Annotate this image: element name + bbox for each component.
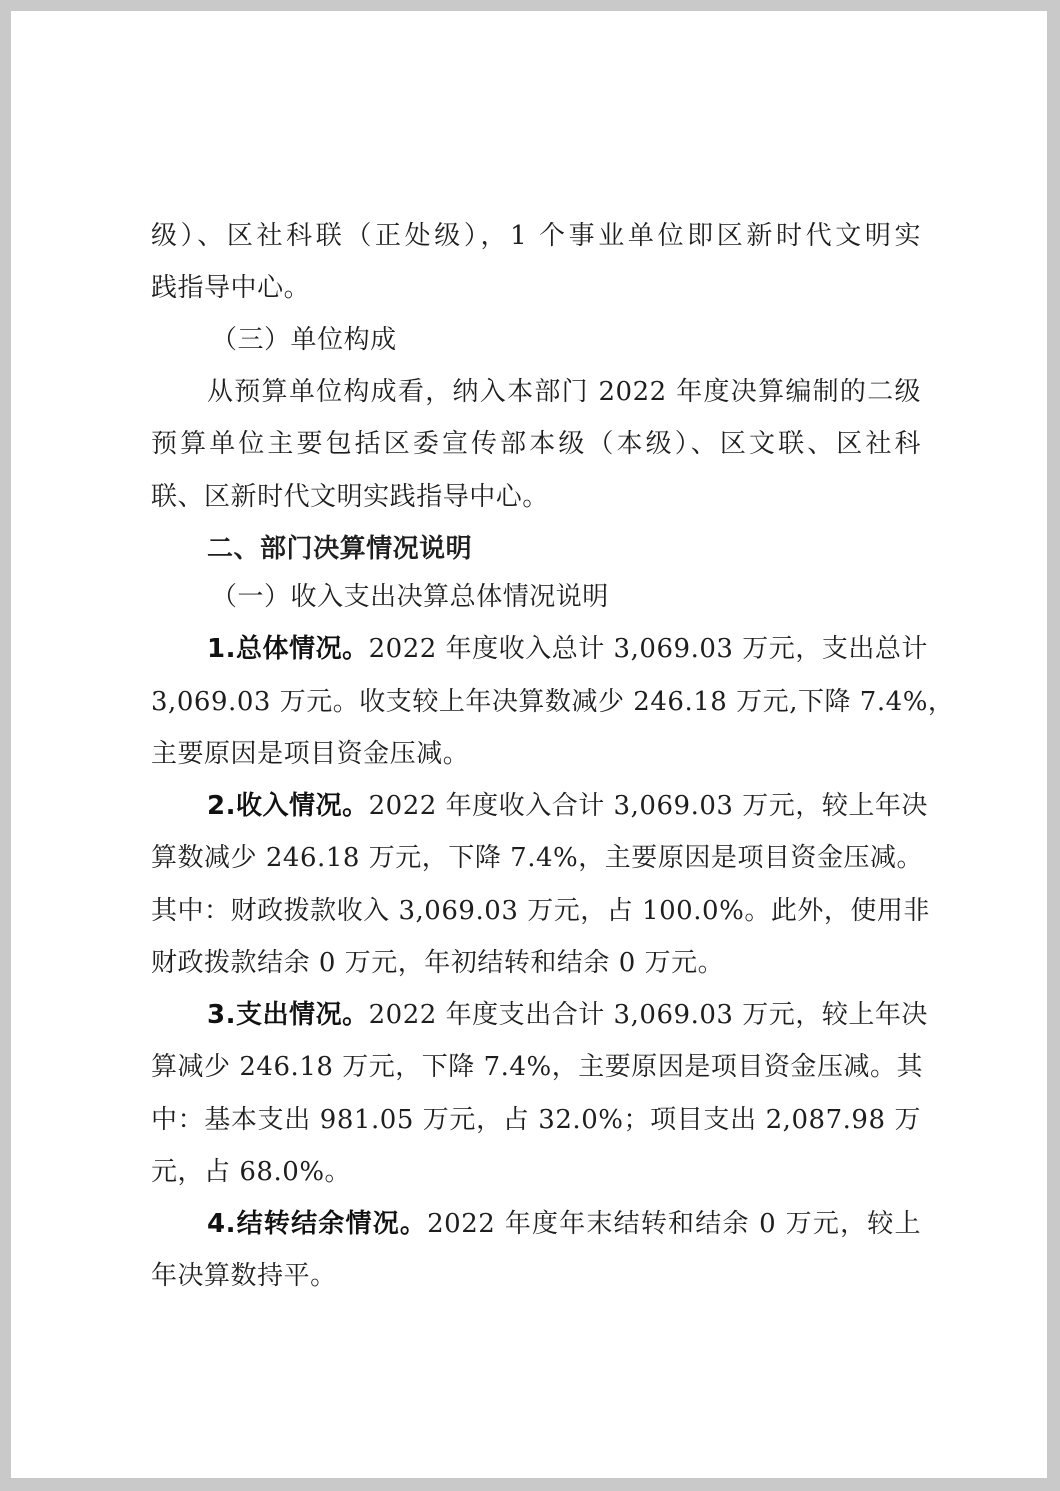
paragraph-line — [151, 838, 924, 878]
paragraph-line — [151, 268, 921, 308]
paragraph-line — [151, 1256, 921, 1296]
line-text: 中：基本支出 981.05 万元，占 32.0%；项目支出 2,087.98 万 — [151, 1105, 921, 1135]
paragraph-line — [151, 424, 921, 464]
line-text: 2022 年度收入合计 3,069.03 万元，较上年决 — [368, 791, 928, 821]
line-text: 主要原因是项目资金压减。 — [151, 739, 470, 769]
line-text: 践指导中心。 — [151, 273, 311, 303]
paragraph-lead: 3.支出情况。 — [207, 1000, 369, 1030]
line-text: 预算单位主要包括区委宣传部本级（本级）、区文联、区社科 — [151, 429, 921, 459]
paragraph-line — [151, 1047, 924, 1087]
line-text: 元，占 68.0%。 — [151, 1157, 352, 1187]
heading-text: （三）单位构成 — [211, 325, 397, 355]
line-text: 2022 年度年末结转和结余 0 万元，较上 — [427, 1209, 921, 1239]
paragraph-line — [151, 786, 928, 826]
document-page — [11, 11, 1047, 1478]
paragraph-line — [151, 891, 930, 931]
paragraph-line — [151, 995, 928, 1035]
paragraph-line — [151, 629, 928, 669]
paragraph-lead: 2.收入情况。 — [207, 791, 369, 821]
paragraph-line — [151, 1100, 921, 1140]
line-text: 2022 年度支出合计 3,069.03 万元，较上年决 — [368, 1000, 928, 1030]
paragraph-line — [151, 477, 921, 517]
paragraph-lead: 4.结转结余情况。 — [207, 1209, 428, 1239]
line-text: 联、区新时代文明实践指导中心。 — [151, 482, 549, 512]
line-text: 算减少 246.18 万元，下降 7.4%，主要原因是项目资金压减。其 — [151, 1052, 924, 1082]
heading-text: （一）收入支出决算总体情况说明 — [211, 582, 609, 612]
section-heading — [151, 577, 921, 617]
paragraph-line — [151, 1204, 921, 1244]
heading-text: 二、部门决算情况说明 — [207, 534, 473, 564]
paragraph-line — [151, 1152, 921, 1192]
paragraph-line — [151, 682, 955, 722]
line-text: 其中：财政拨款收入 3,069.03 万元，占 100.0%。此外，使用非 — [151, 896, 930, 926]
line-text: 财政拨款结余 0 万元，年初结转和结余 0 万元。 — [151, 948, 725, 978]
line-text: 级）、区社科联（正处级），1 个事业单位即区新时代文明实 — [151, 221, 921, 251]
line-text: 2022 年度收入总计 3,069.03 万元，支出总计 — [368, 634, 928, 664]
line-text: 从预算单位构成看，纳入本部门 2022 年度决算编制的二级 — [207, 377, 921, 407]
paragraph-line — [151, 216, 921, 256]
section-heading — [151, 320, 921, 360]
paragraph-line — [151, 372, 921, 412]
chapter-heading — [151, 529, 921, 569]
line-text: 3,069.03 万元。收支较上年决算数减少 246.18 万元,下降 7.4%， — [151, 687, 955, 717]
line-text: 算数减少 246.18 万元，下降 7.4%，主要原因是项目资金压减。 — [151, 843, 924, 873]
paragraph-line — [151, 734, 921, 774]
paragraph-lead: 1.总体情况。 — [207, 634, 369, 664]
paragraph-line — [151, 943, 921, 983]
line-text: 年决算数持平。 — [151, 1261, 337, 1291]
